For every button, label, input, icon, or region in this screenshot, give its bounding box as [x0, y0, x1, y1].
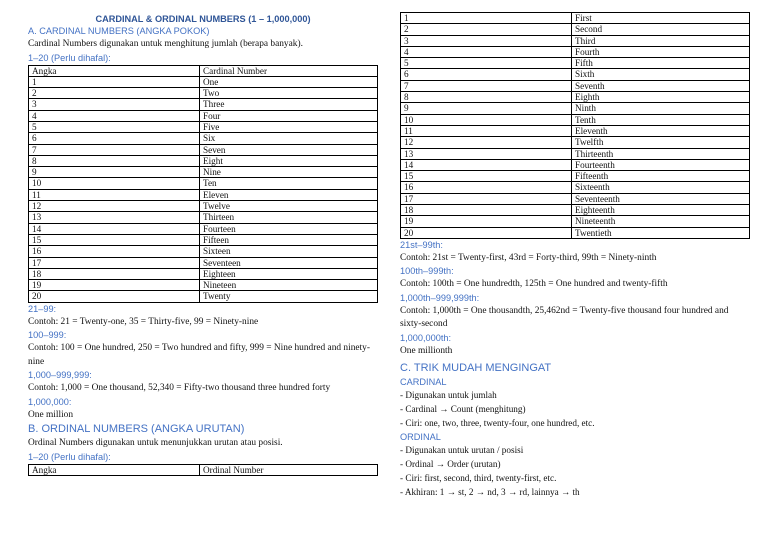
table-cell-word: Twenty: [200, 291, 378, 302]
table-row: [29, 189, 378, 200]
table-cell-number: 2: [29, 88, 200, 99]
table-cell-number: 3: [401, 35, 572, 46]
table-cell-word: Sixteenth: [572, 182, 750, 193]
tip-item: - Akhiran: 1 → st, 2 → nd, 3 → rd, lainnya → th: [400, 486, 580, 497]
table-cell-word: Fifth: [572, 58, 750, 69]
table-row: [401, 216, 750, 227]
table-cell-word: Twelfth: [572, 137, 750, 148]
table-cell-number: 16: [401, 182, 572, 193]
tip-item: - Ciri: one, two, three, twenty-four, one hundred, etc.: [400, 418, 595, 429]
table-cell-word: Four: [200, 110, 378, 121]
table-row: [29, 223, 378, 234]
table-cell-word: Ninth: [572, 103, 750, 114]
table-header-cell: Angka: [29, 464, 200, 475]
table-row: [29, 144, 378, 155]
table-cell-number: 13: [29, 212, 200, 223]
table-cell-word: Thirteenth: [572, 148, 750, 159]
cardinal-ranges: [28, 303, 378, 423]
tip-item: - Ordinal → Order (urutan): [400, 459, 501, 470]
table-row: [29, 76, 378, 87]
table-row: [29, 268, 378, 279]
table-row: [401, 125, 750, 136]
table-cell-number: 6: [29, 133, 200, 144]
table-row: [401, 205, 750, 216]
table-row: [401, 24, 750, 35]
range-example: Contoh: 100 = One hundred, 250 = Two hundred and fifty, 999 = Nine hundred and ninety-nine: [28, 343, 370, 367]
table-cell-number: 19: [401, 216, 572, 227]
table-row: [29, 178, 378, 189]
table-row: [401, 171, 750, 182]
table-cell-word: Fifteenth: [572, 171, 750, 182]
table-cell-number: 18: [401, 205, 572, 216]
table-cell-number: 9: [29, 167, 200, 178]
section-a-heading: A. CARDINAL NUMBERS (ANGKA POKOK): [28, 26, 210, 36]
cardinal-table-body: [29, 76, 378, 302]
table-cell-number: 12: [401, 137, 572, 148]
table-cell-number: 8: [29, 155, 200, 166]
table-header-row: [29, 464, 378, 475]
table-row: [401, 58, 750, 69]
table-header-cell: Ordinal Number: [200, 464, 378, 475]
table-cell-word: Nine: [200, 167, 378, 178]
range-label: 100–999:: [28, 330, 67, 341]
table-cell-word: Nineteen: [200, 280, 378, 291]
table-row: [401, 227, 750, 238]
table-row: [29, 133, 378, 144]
range-label: 1,000–999,999:: [28, 370, 92, 381]
left-column: [28, 0, 378, 476]
range-label: 1,000th–999,999th:: [400, 292, 480, 303]
table-row: [401, 13, 750, 24]
table-cell-word: Eighteen: [200, 268, 378, 279]
table-cell-word: Six: [200, 133, 378, 144]
tip-group-label: CARDINAL: [400, 377, 447, 388]
table-cell-word: Two: [200, 88, 378, 99]
table-cell-number: 16: [29, 246, 200, 257]
table-row: [401, 193, 750, 204]
table-cell-number: 20: [29, 291, 200, 302]
table-header-cell: Angka: [29, 65, 200, 76]
ordinal-table-header: [28, 464, 378, 476]
range-label: 1,000,000th:: [400, 332, 452, 343]
table-cell-word: Eleven: [200, 189, 378, 200]
table-row: [401, 69, 750, 80]
table-cell-number: 11: [29, 189, 200, 200]
table-row: [401, 148, 750, 159]
table-row: [401, 137, 750, 148]
table-cell-word: Tenth: [572, 114, 750, 125]
ordinal-table-body: [401, 13, 750, 239]
table-row: [401, 80, 750, 91]
table-cell-word: Seven: [200, 144, 378, 155]
table-cell-number: 6: [401, 69, 572, 80]
section-b-heading: B. ORDINAL NUMBERS (ANGKA URUTAN): [28, 423, 245, 436]
table-cell-number: 12: [29, 201, 200, 212]
table-cell-word: Ten: [200, 178, 378, 189]
range-example: One millionth: [400, 345, 453, 356]
tips-groups: [400, 376, 750, 499]
table-row: [29, 110, 378, 121]
table-header-row: [29, 65, 378, 76]
table-cell-word: Seventeen: [200, 257, 378, 268]
table-cell-number: 2: [401, 24, 572, 35]
table-row: [29, 121, 378, 132]
table-row: [29, 257, 378, 268]
ordinal-ranges: [400, 239, 750, 359]
cardinal-table: [28, 65, 378, 303]
table-row: [29, 201, 378, 212]
table-row: [29, 167, 378, 178]
table-row: [401, 92, 750, 103]
table-cell-number: 10: [401, 114, 572, 125]
section-a-range-label: 1–20 (Perlu dihafal):: [28, 52, 111, 63]
table-row: [29, 280, 378, 291]
section-b-range-label: 1–20 (Perlu dihafal):: [28, 451, 111, 462]
table-cell-word: Fourteenth: [572, 159, 750, 170]
table-row: [401, 35, 750, 46]
table-row: [401, 182, 750, 193]
table-row: [29, 155, 378, 166]
table-cell-number: 7: [401, 80, 572, 91]
range-label: 21st–99th:: [400, 239, 443, 250]
table-cell-word: Seventh: [572, 80, 750, 91]
table-row: [29, 246, 378, 257]
table-cell-number: 13: [401, 148, 572, 159]
right-column: [400, 12, 750, 500]
table-cell-word: Fifteen: [200, 234, 378, 245]
table-cell-word: First: [572, 13, 750, 24]
range-example: Contoh: 1,000th = One thousandth, 25,462nd = Twenty-five thousand four hundred and sixty-second: [400, 305, 729, 330]
table-cell-word: Sixteen: [200, 246, 378, 257]
table-cell-number: 5: [401, 58, 572, 69]
tip-group-label: ORDINAL: [400, 432, 441, 443]
table-cell-word: Fourteen: [200, 223, 378, 234]
table-cell-number: 19: [29, 280, 200, 291]
section-a-intro: Cardinal Numbers digunakan untuk menghitung jumlah (berapa banyak).: [28, 39, 303, 49]
section-b-intro: Ordinal Numbers digunakan untuk menunjukkan urutan atau posisi.: [28, 438, 283, 449]
table-row: [29, 212, 378, 223]
tip-item: - Ciri: first, second, third, twenty-first, etc.: [400, 472, 557, 483]
range-example: Contoh: 21st = Twenty-first, 43rd = Forty-third, 99th = Ninety-ninth: [400, 252, 657, 263]
table-cell-word: Twentieth: [572, 227, 750, 238]
range-example: One million: [28, 409, 74, 420]
table-cell-word: Eighteenth: [572, 205, 750, 216]
table-cell-number: 18: [29, 268, 200, 279]
document-title: CARDINAL & ORDINAL NUMBERS (1 – 1,000,000): [95, 14, 311, 24]
table-row: [29, 234, 378, 245]
table-cell-word: Fourth: [572, 46, 750, 57]
tip-item: - Digunakan untuk urutan / posisi: [400, 445, 524, 456]
table-cell-word: Twelve: [200, 201, 378, 212]
table-row: [401, 114, 750, 125]
section-c-heading: C. TRIK MUDAH MENGINGAT: [400, 362, 552, 375]
range-example: Contoh: 21 = Twenty-one, 35 = Thirty-five, 99 = Ninety-nine: [28, 316, 259, 327]
table-cell-number: 17: [401, 193, 572, 204]
table-cell-word: Eleventh: [572, 125, 750, 136]
table-cell-number: 11: [401, 125, 572, 136]
table-cell-number: 20: [401, 227, 572, 238]
table-cell-number: 1: [29, 76, 200, 87]
table-cell-number: 8: [401, 92, 572, 103]
table-cell-word: Thirteen: [200, 212, 378, 223]
table-cell-word: Three: [200, 99, 378, 110]
table-cell-number: 1: [401, 13, 572, 24]
range-label: 21–99:: [28, 303, 57, 314]
range-label: 100th–999th:: [400, 266, 454, 277]
table-cell-word: One: [200, 76, 378, 87]
table-header-cell: Cardinal Number: [200, 65, 378, 76]
table-cell-number: 15: [401, 171, 572, 182]
table-cell-number: 10: [29, 178, 200, 189]
table-cell-number: 5: [29, 121, 200, 132]
table-row: [401, 46, 750, 57]
table-cell-number: 17: [29, 257, 200, 268]
table-cell-number: 14: [401, 159, 572, 170]
table-cell-word: Nineteenth: [572, 216, 750, 227]
table-cell-word: Second: [572, 24, 750, 35]
tip-item: - Cardinal → Count (menghitung): [400, 404, 526, 415]
table-cell-number: 7: [29, 144, 200, 155]
table-row: [29, 88, 378, 99]
table-cell-number: 4: [29, 110, 200, 121]
table-row: [401, 103, 750, 114]
range-label: 1,000,000:: [28, 396, 72, 407]
table-cell-word: Third: [572, 35, 750, 46]
tip-item: - Digunakan untuk jumlah: [400, 390, 497, 401]
table-cell-number: 3: [29, 99, 200, 110]
ordinal-table: [400, 12, 750, 239]
table-cell-word: Sixth: [572, 69, 750, 80]
table-cell-number: 14: [29, 223, 200, 234]
table-row: [29, 291, 378, 302]
table-cell-word: Seventeenth: [572, 193, 750, 204]
table-cell-word: Eighth: [572, 92, 750, 103]
table-cell-number: 9: [401, 103, 572, 114]
table-cell-word: Five: [200, 121, 378, 132]
range-example: Contoh: 100th = One hundredth, 125th = One hundred and twenty-fifth: [400, 279, 668, 290]
table-cell-number: 15: [29, 234, 200, 245]
range-example: Contoh: 1,000 = One thousand, 52,340 = Fifty-two thousand three hundred forty: [28, 383, 331, 394]
table-cell-word: Eight: [200, 155, 378, 166]
table-row: [29, 99, 378, 110]
table-row: [401, 159, 750, 170]
table-cell-number: 4: [401, 46, 572, 57]
